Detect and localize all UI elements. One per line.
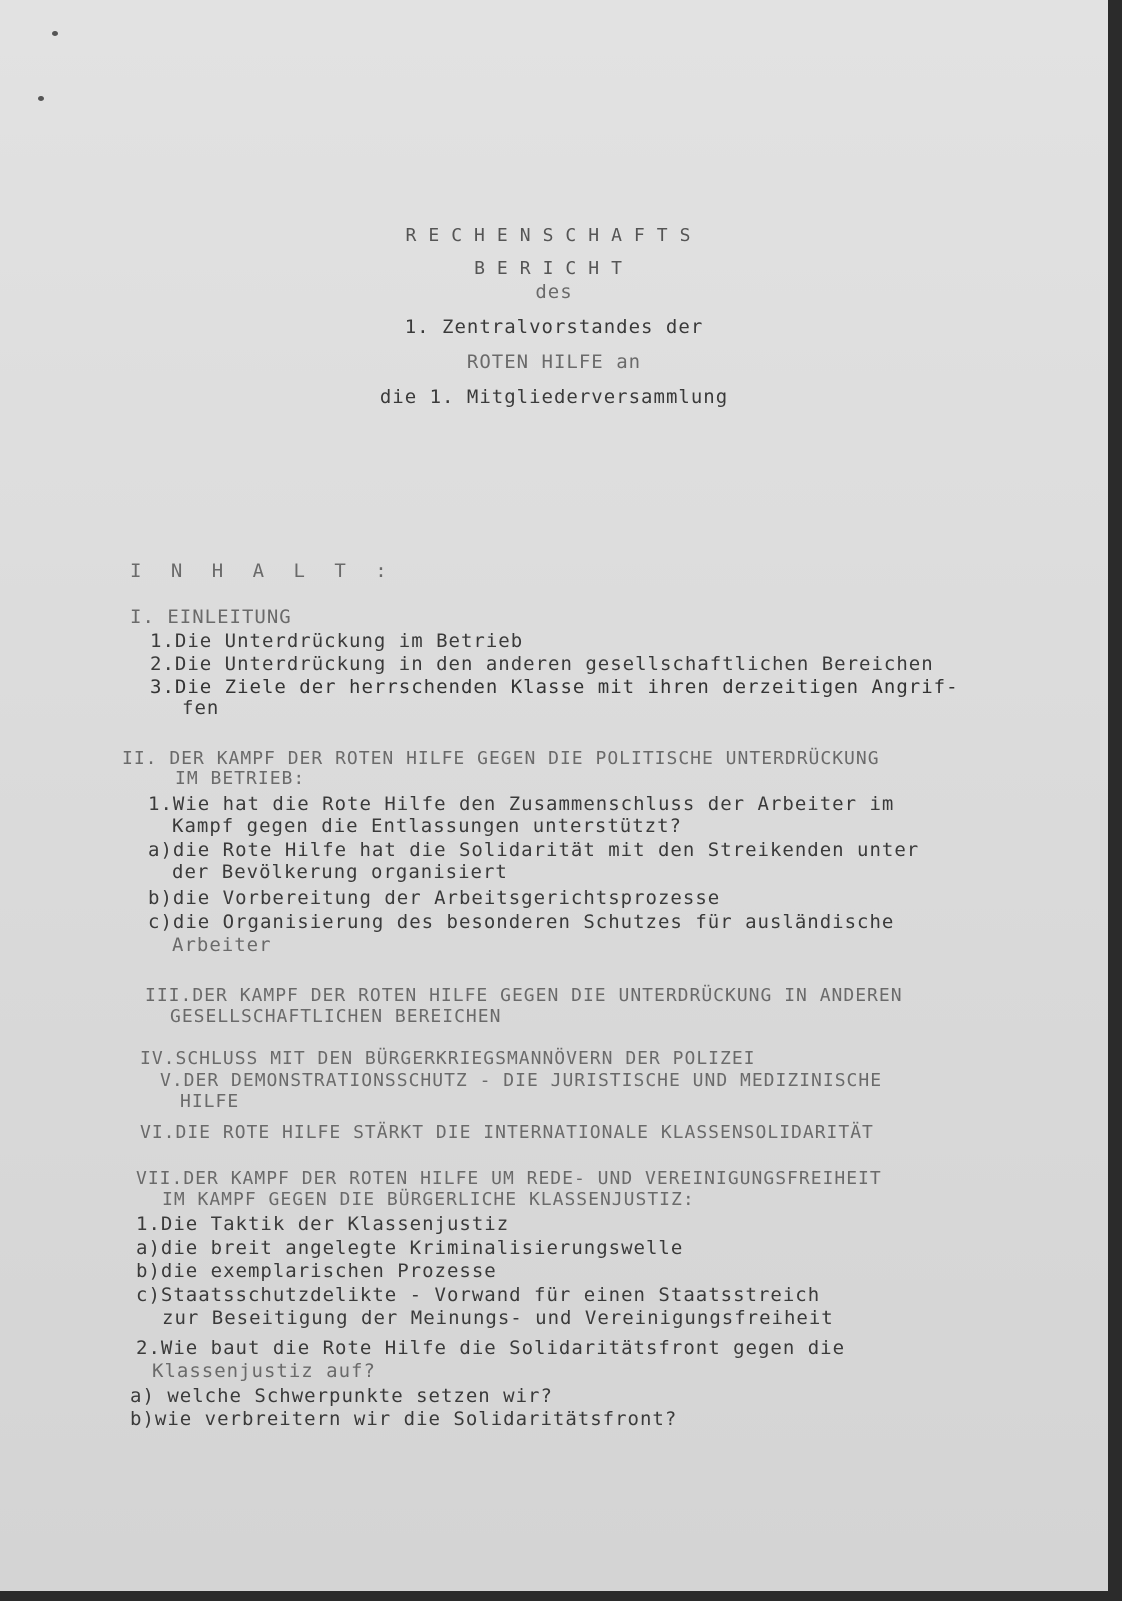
toc-entry: IM KAMPF GEGEN DIE BÜRGERLICHE KLASSENJUSTIZ: bbox=[162, 1189, 695, 1210]
toc-entry: c)Staatsschutzdelikte - Vorwand für einen Staatsstreich bbox=[136, 1284, 821, 1306]
toc-entry: zur Beseitigung der Meinungs- und Vereinigungsfreiheit bbox=[162, 1307, 834, 1329]
toc-entry: fen bbox=[182, 697, 220, 719]
toc-entry: 2.Die Unterdrückung in den anderen gesellschaftlichen Bereichen bbox=[150, 653, 934, 675]
toc-entry: HILFE bbox=[180, 1091, 240, 1112]
toc-entry: 1.Die Taktik der Klassenjustiz bbox=[136, 1213, 510, 1235]
toc-entry: a)die breit angelegte Kriminalisierungswelle bbox=[136, 1237, 684, 1259]
subtitle-rote-hilfe: ROTEN HILFE an bbox=[466, 351, 642, 373]
toc-entry: 2.Wie baut die Rote Hilfe die Solidaritätsfront gegen die bbox=[136, 1337, 846, 1359]
punch-mark bbox=[52, 31, 58, 36]
toc-heading: I N H A L T : bbox=[130, 560, 396, 582]
toc-entry: V.DER DEMONSTRATIONSSCHUTZ - DIE JURISTISCHE UND MEDIZINISCHE bbox=[160, 1070, 883, 1091]
subtitle-mitgliederversammlung: die 1. Mitgliederversammlung bbox=[379, 386, 729, 408]
toc-entry: I. EINLEITUNG bbox=[130, 606, 292, 628]
title-line-2: BERICHT bbox=[474, 258, 634, 279]
toc-entry: III.DER KAMPF DER ROTEN HILFE GEGEN DIE UNTERDRÜCKUNG IN ANDEREN bbox=[145, 985, 903, 1006]
toc-entry: der Bevölkerung organisiert bbox=[172, 861, 508, 883]
toc-entry: 3.Die Ziele der herrschenden Klasse mit ihren derzeitigen Angrif- bbox=[150, 676, 959, 698]
toc-entry: II. DER KAMPF DER ROTEN HILFE GEGEN DIE POLITISCHE UNTERDRÜCKUNG bbox=[122, 748, 880, 769]
toc-entry: Arbeiter bbox=[172, 934, 272, 956]
toc-entry: a)die Rote Hilfe hat die Solidarität mit den Streikenden unter bbox=[148, 839, 920, 861]
subtitle-des: des bbox=[535, 281, 573, 303]
toc-entry: VII.DER KAMPF DER ROTEN HILFE UM REDE- UND VEREINIGUNGSFREIHEIT bbox=[136, 1168, 882, 1189]
toc-entry: b)die exemplarischen Prozesse bbox=[136, 1260, 497, 1282]
toc-entry: b)wie verbreitern wir die Solidaritätsfront? bbox=[130, 1408, 678, 1430]
toc-entry: 1.Die Unterdrückung im Betrieb bbox=[150, 630, 524, 652]
toc-entry: 1.Wie hat die Rote Hilfe den Zusammenschluss der Arbeiter im bbox=[148, 793, 895, 815]
subtitle-zentralvorstand: 1. Zentralvorstandes der bbox=[404, 316, 704, 338]
toc-entry: IV.SCHLUSS MIT DEN BÜRGERKRIEGSMANNÖVERN DER POLIZEI bbox=[140, 1048, 756, 1069]
toc-entry: b)die Vorbereitung der Arbeitsgerichtsprozesse bbox=[148, 887, 721, 909]
punch-mark bbox=[38, 96, 44, 101]
toc-entry: c)die Organisierung des besonderen Schutzes für ausländische bbox=[148, 911, 895, 933]
toc-entry: Kampf gegen die Entlassungen unterstützt? bbox=[172, 815, 682, 837]
toc-entry: a) welche Schwerpunkte setzen wir? bbox=[130, 1385, 553, 1407]
toc-entry: Klassenjustiz auf? bbox=[152, 1360, 376, 1382]
toc-entry: IM BETRIEB: bbox=[175, 768, 306, 789]
toc-entry: GESELLSCHAFTLICHEN BEREICHEN bbox=[170, 1006, 502, 1027]
title-line-1: RECHENSCHAFTS bbox=[405, 225, 703, 246]
toc-entry: VI.DIE ROTE HILFE STÄRKT DIE INTERNATIONALE KLASSENSOLIDARITÄT bbox=[140, 1122, 874, 1143]
scan-border-right bbox=[1108, 0, 1122, 1601]
scan-border-bottom bbox=[0, 1591, 1122, 1601]
